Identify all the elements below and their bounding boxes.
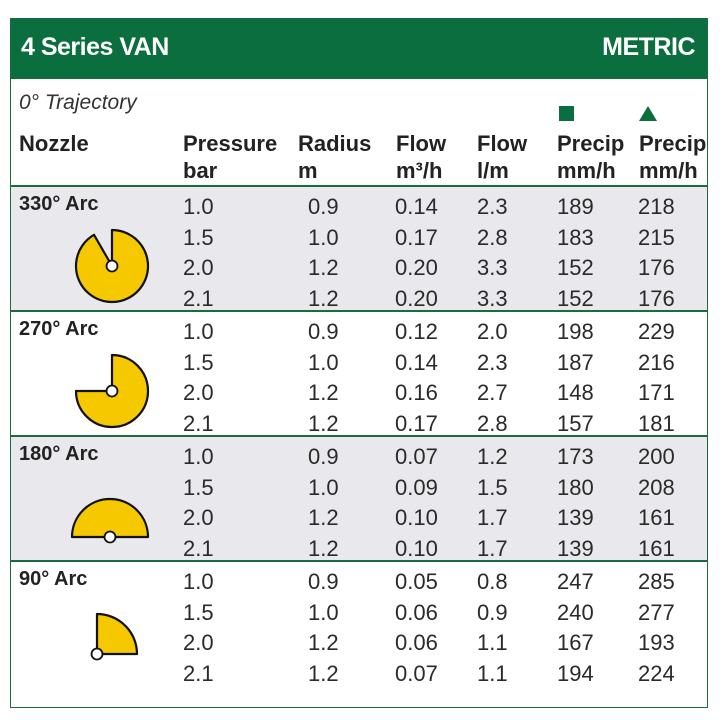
arc-label: 270° Arc xyxy=(19,318,99,340)
cell-radius: 1.2 xyxy=(308,535,339,561)
cell-pressure: 2.1 xyxy=(183,535,214,561)
cell-radius: 1.0 xyxy=(308,474,339,500)
header-radius: Radius m xyxy=(298,131,372,183)
nozzle-group xyxy=(11,187,707,311)
cell-flow-m3h: 0.20 xyxy=(395,285,438,311)
cell-precip-triangle: 200 xyxy=(638,444,675,469)
cell-precip-square: 180 xyxy=(557,474,594,500)
arc-label: 180° Arc xyxy=(19,443,99,465)
cell-pressure: 2.1 xyxy=(183,660,214,686)
cell-precip-triangle: 161 xyxy=(638,505,675,530)
cell-pressure: 2.0 xyxy=(183,255,214,280)
cell-flow-m3h: 0.07 xyxy=(395,660,438,686)
square-icon xyxy=(559,106,575,122)
cell-flow-m3h: 0.17 xyxy=(395,224,438,250)
cell-precip-triangle: 277 xyxy=(638,599,675,625)
cell-precip-triangle: 161 xyxy=(638,535,675,561)
cell-precip-square: 173 xyxy=(557,444,594,469)
cell-radius: 1.2 xyxy=(308,505,339,530)
cell-radius: 1.2 xyxy=(308,410,339,436)
nozzle-group xyxy=(11,312,707,436)
cell-radius: 1.2 xyxy=(308,285,339,311)
arc-180-icon xyxy=(65,467,155,557)
cell-flow-lm: 3.3 xyxy=(477,255,508,280)
cell-flow-lm: 2.3 xyxy=(477,194,508,219)
cell-pressure: 1.5 xyxy=(183,474,214,500)
cell-pressure: 1.0 xyxy=(183,444,214,469)
cell-radius: 0.9 xyxy=(308,569,339,594)
cell-precip-triangle: 208 xyxy=(638,474,675,500)
cell-flow-m3h: 0.14 xyxy=(395,194,438,219)
cell-flow-m3h: 0.07 xyxy=(395,444,438,469)
cell-precip-triangle: 181 xyxy=(638,410,675,436)
header-precip-square: Precip mm/h xyxy=(557,131,625,183)
header-flow-m3h: Flow m³/h xyxy=(396,131,447,183)
cell-precip-square: 167 xyxy=(557,630,594,655)
cell-flow-m3h: 0.10 xyxy=(395,535,438,561)
cell-precip-square: 148 xyxy=(557,380,594,405)
cell-precip-square: 183 xyxy=(557,224,594,250)
cell-precip-square: 187 xyxy=(557,349,594,375)
header-flow-lm: Flow l/m xyxy=(477,131,528,183)
cell-radius: 0.9 xyxy=(308,444,339,469)
cell-pressure: 2.1 xyxy=(183,285,214,311)
cell-precip-triangle: 171 xyxy=(638,380,675,405)
cell-flow-lm: 1.1 xyxy=(477,630,508,655)
triangle-icon xyxy=(639,106,657,122)
cell-precip-triangle: 193 xyxy=(638,630,675,655)
cell-flow-m3h: 0.06 xyxy=(395,630,438,655)
spec-table xyxy=(10,18,708,708)
header-precip-triangle: Precip mm/h xyxy=(639,131,707,183)
cell-flow-lm: 2.8 xyxy=(477,224,508,250)
cell-precip-square: 152 xyxy=(557,285,594,311)
cell-radius: 1.2 xyxy=(308,630,339,655)
cell-flow-m3h: 0.17 xyxy=(395,410,438,436)
unit-system: METRIC xyxy=(602,33,695,61)
cell-flow-lm: 3.3 xyxy=(477,285,508,311)
cell-precip-square: 189 xyxy=(557,194,594,219)
nozzle-group xyxy=(11,562,707,686)
cell-precip-square: 152 xyxy=(557,255,594,280)
cell-pressure: 1.5 xyxy=(183,349,214,375)
trajectory-label: 0° Trajectory xyxy=(19,91,137,114)
cell-precip-square: 194 xyxy=(557,660,594,686)
cell-precip-square: 247 xyxy=(557,569,594,594)
product-title: 4 Series VAN xyxy=(21,33,169,61)
nozzle-group xyxy=(11,437,707,561)
cell-precip-triangle: 285 xyxy=(638,569,675,594)
cell-precip-triangle: 229 xyxy=(638,319,675,344)
cell-radius: 1.0 xyxy=(308,349,339,375)
title-banner xyxy=(11,19,707,79)
header-nozzle: Nozzle xyxy=(19,131,89,156)
cell-pressure: 2.0 xyxy=(183,380,214,405)
cell-flow-m3h: 0.10 xyxy=(395,505,438,530)
cell-pressure: 1.0 xyxy=(183,319,214,344)
cell-flow-lm: 2.8 xyxy=(477,410,508,436)
cell-radius: 1.0 xyxy=(308,599,339,625)
cell-pressure: 1.5 xyxy=(183,599,214,625)
cell-flow-lm: 1.7 xyxy=(477,505,508,530)
cell-radius: 1.0 xyxy=(308,224,339,250)
cell-pressure: 1.0 xyxy=(183,569,214,594)
arc-330-icon xyxy=(67,221,157,311)
cell-pressure: 1.5 xyxy=(183,224,214,250)
cell-pressure: 2.1 xyxy=(183,410,214,436)
cell-flow-lm: 2.3 xyxy=(477,349,508,375)
cell-flow-lm: 1.5 xyxy=(477,474,508,500)
cell-radius: 0.9 xyxy=(308,319,339,344)
cell-flow-lm: 1.1 xyxy=(477,660,508,686)
arc-label: 90° Arc xyxy=(19,568,88,590)
cell-precip-square: 198 xyxy=(557,319,594,344)
cell-precip-square: 139 xyxy=(557,535,594,561)
cell-pressure: 2.0 xyxy=(183,630,214,655)
cell-flow-lm: 2.0 xyxy=(477,319,508,344)
cell-flow-m3h: 0.09 xyxy=(395,474,438,500)
cell-radius: 1.2 xyxy=(308,380,339,405)
cell-flow-m3h: 0.14 xyxy=(395,349,438,375)
cell-flow-m3h: 0.06 xyxy=(395,599,438,625)
cell-flow-m3h: 0.16 xyxy=(395,380,438,405)
arc-label: 330° Arc xyxy=(19,193,99,215)
arc-270-icon xyxy=(67,346,157,436)
cell-precip-triangle: 216 xyxy=(638,349,675,375)
cell-precip-square: 157 xyxy=(557,410,594,436)
cell-precip-triangle: 218 xyxy=(638,194,675,219)
cell-pressure: 1.0 xyxy=(183,194,214,219)
cell-radius: 1.2 xyxy=(308,660,339,686)
cell-pressure: 2.0 xyxy=(183,505,214,530)
cell-precip-triangle: 224 xyxy=(638,660,675,686)
cell-flow-lm: 1.7 xyxy=(477,535,508,561)
header-pressure: Pressure bar xyxy=(183,131,278,183)
cell-precip-triangle: 176 xyxy=(638,255,675,280)
cell-flow-lm: 1.2 xyxy=(477,444,508,469)
cell-flow-lm: 2.7 xyxy=(477,380,508,405)
cell-precip-square: 139 xyxy=(557,505,594,530)
cell-radius: 1.2 xyxy=(308,255,339,280)
cell-flow-m3h: 0.05 xyxy=(395,569,438,594)
cell-flow-lm: 0.8 xyxy=(477,569,508,594)
cell-flow-m3h: 0.12 xyxy=(395,319,438,344)
cell-flow-m3h: 0.20 xyxy=(395,255,438,280)
arc-90-icon xyxy=(85,574,175,664)
cell-precip-triangle: 215 xyxy=(638,224,675,250)
cell-precip-triangle: 176 xyxy=(638,285,675,311)
cell-precip-square: 240 xyxy=(557,599,594,625)
cell-radius: 0.9 xyxy=(308,194,339,219)
cell-flow-lm: 0.9 xyxy=(477,599,508,625)
